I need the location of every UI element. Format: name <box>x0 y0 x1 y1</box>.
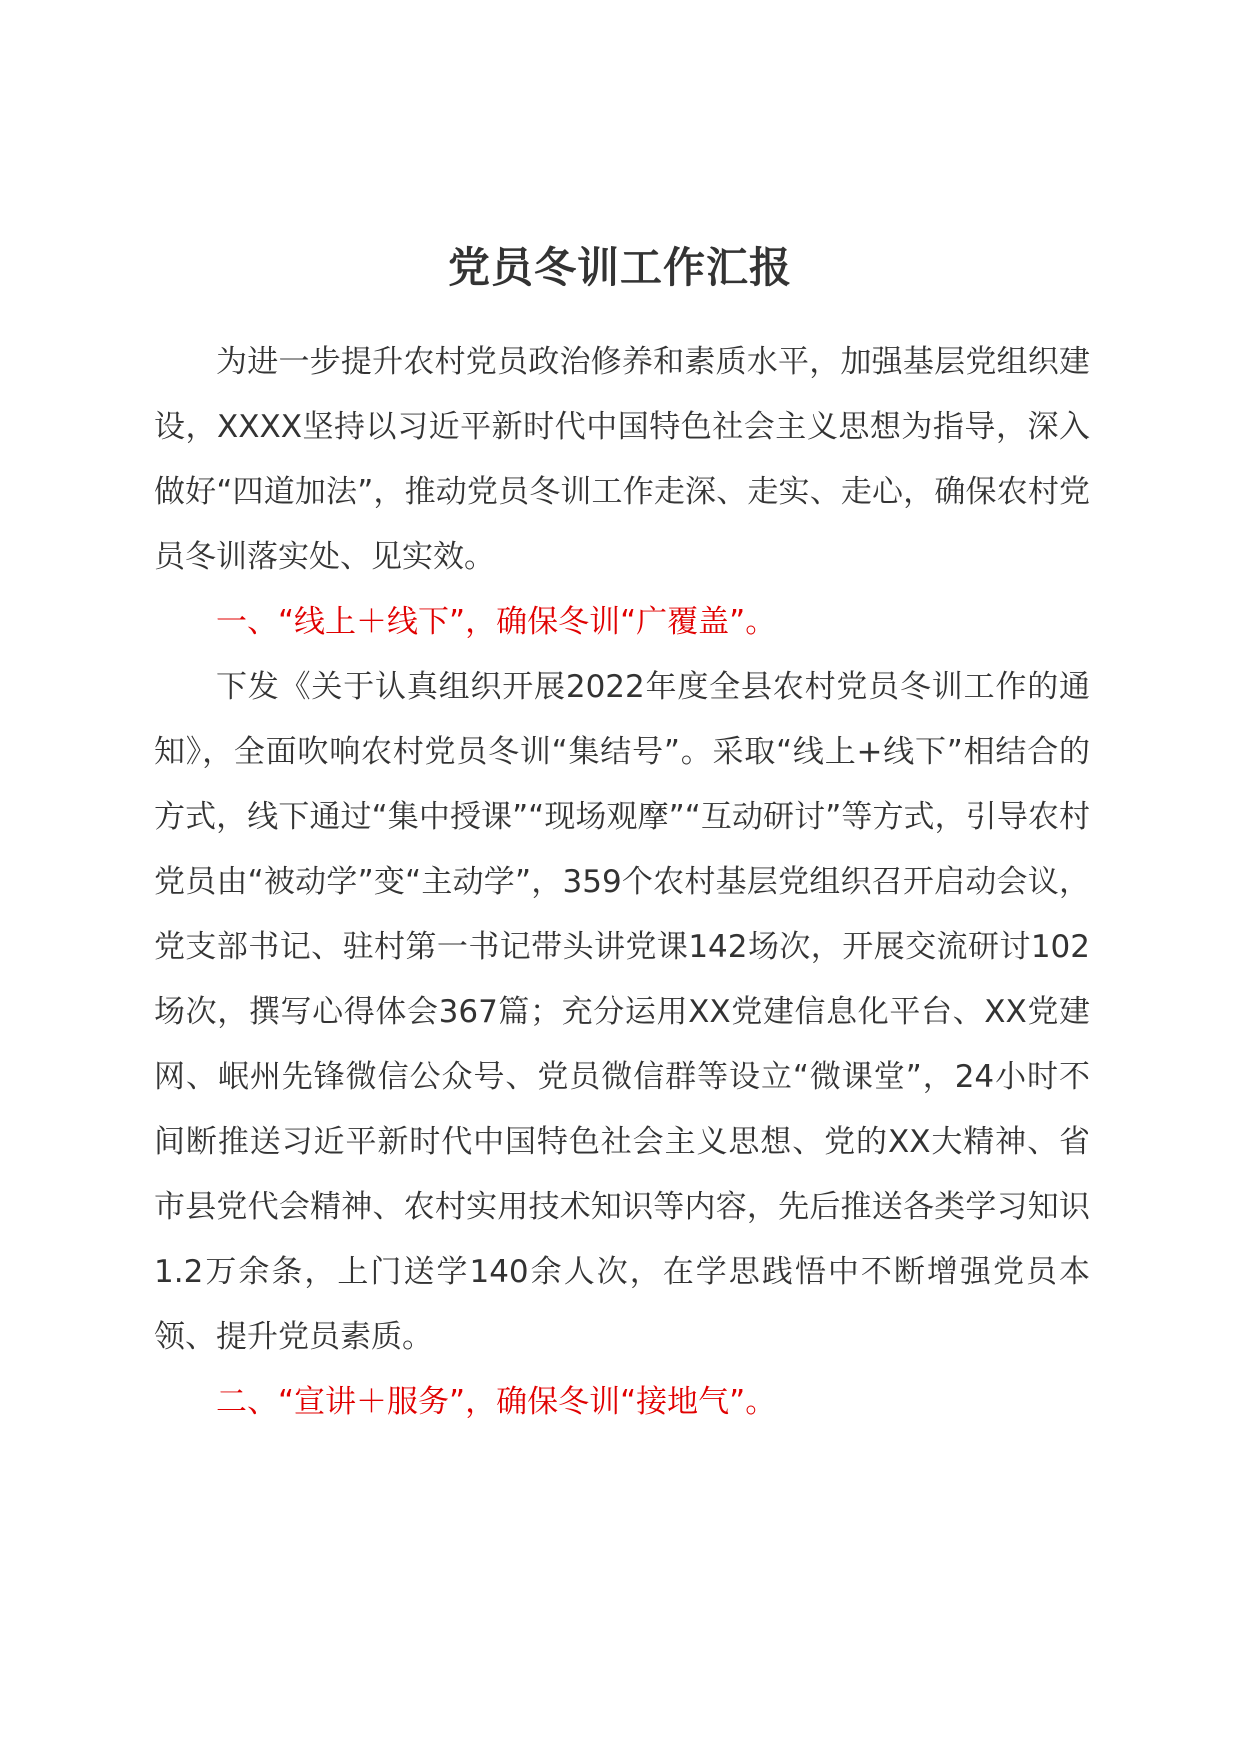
document-body <box>154 330 1090 1435</box>
section-heading-2: 二、“宣讲＋服务”，确保冬训“接地气”。 <box>216 1384 777 1420</box>
intro-paragraph: 为进一步提升农村党员政治修养和素质水平，加强基层党组织建设，XXXX坚持以习近平新时代中国特色社会主义思想为指导，深入做好“四道加法”，推动党员冬训工作走深、走实、走心，确保农村党员冬训落实处、见实效。 <box>154 344 1090 575</box>
document-title: 党员冬训工作汇报 <box>447 243 792 292</box>
section-heading-1: 一、“线上＋线下”，确保冬训“广覆盖”。 <box>216 604 777 640</box>
section-1-paragraph: 下发《关于认真组织开展2022年度全县农村党员冬训工作的通知》，全面吹响农村党员冬训“集结号”。采取“线上+线下”相结合的方式，线下通过“集中授课”“现场观摩”“互动研讨”等方式，引导农村党员由“被动学”变“主动学”，359个农村基层党组织召开启动会议，党支部书记、驻村第一书记带头讲党课142场次，开展交流研讨102场次，撰写心得体会367篇；充分运用XX党建信息化平台、XX党建网、岷州先锋微信公众号、党员微信群等设立“微课堂”，24小时不间断推送习近平新时代中国特色社会主义思想、党的XX大精神、省市县党代会精神、农村实用技术知识等内容，先后推送各类学习知识1.2万余条，上门送学140余人次，在学思践悟中不断增强党员本领、提升党员素质。 <box>154 669 1090 1355</box>
